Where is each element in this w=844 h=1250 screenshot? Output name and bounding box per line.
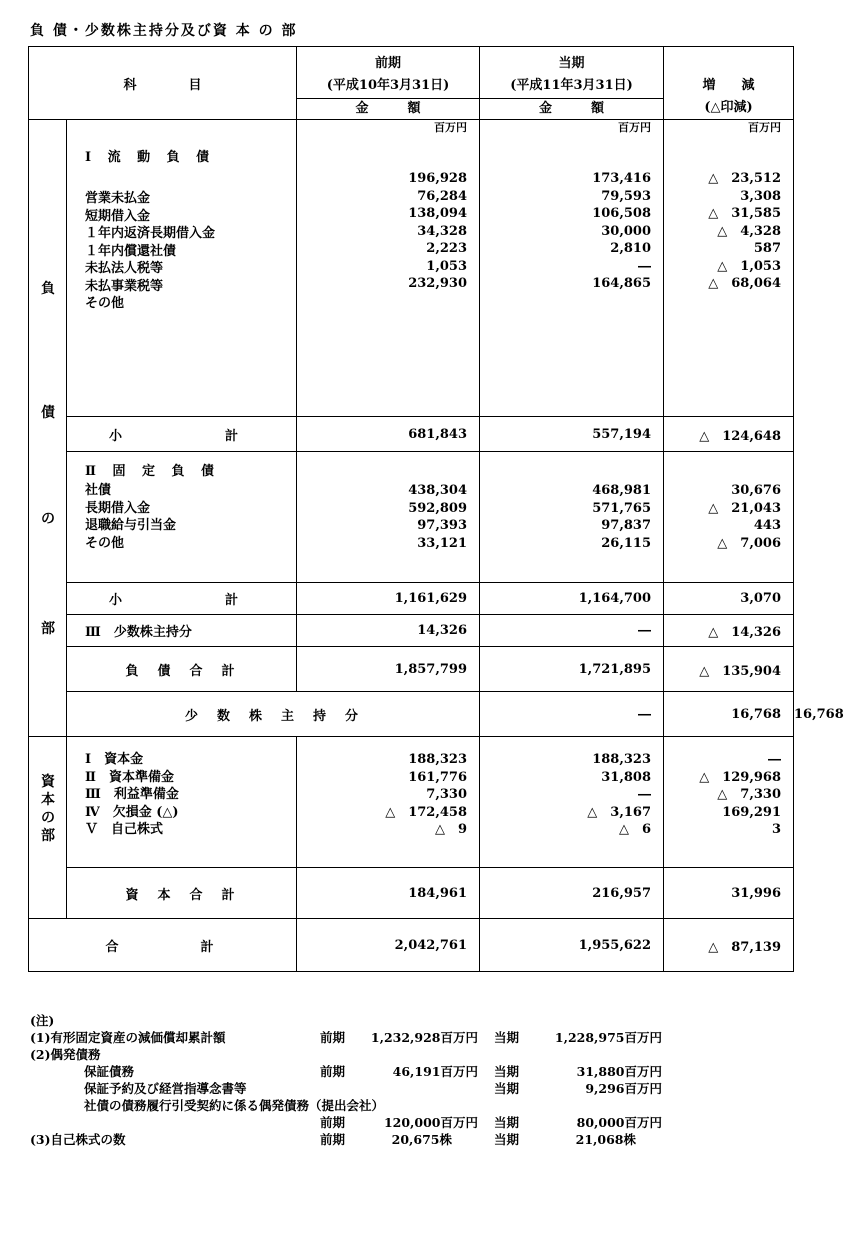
line-item-curr: 26,115 (601, 535, 652, 551)
current-liabilities-items (67, 120, 297, 417)
line-item-diff: 587 (753, 241, 782, 256)
line-item-diff: 3 (771, 822, 782, 837)
line-item-curr: ― (638, 787, 652, 802)
note-label: 社債の債務履行引受契約に係る偶発債務（提出会社） (84, 1098, 385, 1113)
note-curr-value: 31,880百万円 (576, 1064, 662, 1079)
line-item-curr: 31,808 (601, 769, 652, 785)
minority-interest-row: 少 数 株 主 持 分 ― 16,768 16,768 (29, 692, 794, 737)
line-item-curr: 79,593 (601, 188, 652, 204)
liabilities-total-prev: 1,857,799 (297, 647, 480, 692)
current-liabilities-heading: Ⅰ 流 動 負 債 (85, 150, 216, 165)
line-item-name: 退職給与引当金 (85, 518, 177, 533)
line-item-diff: △ 7,330 (717, 787, 782, 802)
line-item-name: 未払法人税等 (85, 261, 164, 276)
line-item-curr: 173,416 (592, 171, 652, 186)
line-item-name: 短期借入金 (85, 208, 151, 224)
notes-heading: (注) (30, 1013, 55, 1028)
note-curr-value: 80,000百万円 (576, 1115, 662, 1130)
fixed-subtotal-prev: 1,161,629 (297, 583, 480, 615)
prev-date-label: (平成10年3月31日) (326, 78, 450, 93)
line-item-name: 営業未払金 (85, 191, 151, 206)
page-title: 負 債・少数株主持分及び資 本 の 部 (30, 23, 298, 39)
line-item-name: 社債 (85, 483, 112, 498)
note-2b (30, 1080, 662, 1097)
note-1 (30, 1029, 662, 1046)
prev-header (297, 47, 480, 99)
curr-period-label: 当期 (558, 56, 585, 71)
liabilities-total-curr: 1,721,895 (480, 647, 664, 692)
fixed-diff-col (664, 452, 794, 583)
line-item-diff: 443 (753, 518, 782, 533)
equity-total-diff: 31,996 (664, 868, 794, 919)
change-note: (△印減) (704, 100, 753, 115)
change-label: 増 減 (702, 78, 755, 93)
line-item-curr: 164,865 (592, 276, 652, 291)
line-item-prev: 97,393 (417, 518, 468, 533)
line-item-curr: 188,323 (592, 752, 652, 767)
note-curr-value: 1,228,975百万円 (554, 1030, 662, 1045)
note-prev-value: 120,000百万円 (383, 1115, 478, 1130)
note-prev-label: 前期 (320, 1132, 346, 1147)
line-item-name: Ⅰ 資本金 (85, 752, 144, 767)
side-char: の (41, 511, 55, 527)
line-item-prev: 34,328 (417, 223, 468, 239)
balance-sheet-table (28, 46, 844, 972)
line-item-diff: 3,308 (740, 188, 782, 204)
curr-date-label: (平成11年3月31日) (510, 78, 633, 93)
fixed-prev-col (297, 452, 480, 583)
line-item-curr: ― (638, 258, 652, 274)
curr-header (480, 47, 664, 99)
line-item-diff: △ 23,512 (708, 171, 782, 186)
line-item-name: １年内償還社債 (85, 243, 177, 259)
line-item-prev: 188,323 (408, 752, 468, 767)
line-item-curr: 571,765 (592, 500, 652, 516)
note-3 (30, 1131, 636, 1148)
line-item-name: Ⅱ 資本準備金 (85, 769, 174, 785)
line-item-name: その他 (85, 296, 125, 311)
line-item-prev: 592,809 (408, 500, 468, 516)
note-2 (30, 1046, 101, 1063)
current-diff-col (664, 120, 794, 417)
line-item-name: １年内返済長期借入金 (85, 226, 216, 241)
note-curr-value: 9,296百万円 (585, 1081, 662, 1096)
line-item-curr: 468,981 (592, 483, 652, 498)
line-item-curr: 97,837 (601, 518, 652, 533)
note-curr-label: 当期 (494, 1132, 520, 1147)
fixed-subtotal-diff: 3,070 (664, 583, 794, 615)
note-prev-label: 前期 (320, 1064, 346, 1079)
side-char: 資 (41, 774, 55, 790)
note-label: 保証予約及び経営指導念書等 (84, 1081, 247, 1096)
note-curr-value: 21,068株 (575, 1132, 636, 1147)
note-2c (30, 1097, 385, 1114)
equity-total-row (29, 868, 794, 919)
subject-header: 科 目 (29, 47, 297, 120)
equity-total-curr: 216,957 (480, 868, 664, 919)
current-subtotal-diff: △ 124,648 (664, 417, 794, 452)
equity-side-label (29, 737, 67, 919)
side-char: 本 (41, 792, 55, 808)
line-item-prev: 33,121 (417, 535, 468, 551)
line-item-name: 長期借入金 (85, 500, 151, 516)
line-item-diff: ― (768, 752, 782, 767)
side-char: 債 (41, 405, 55, 421)
minority-interest-prev: ― (480, 692, 664, 737)
line-item-prev: 76,284 (417, 188, 468, 204)
line-item-diff: △ 1,053 (717, 258, 782, 274)
fixed-subtotal-curr: 1,164,700 (480, 583, 664, 615)
line-item-prev: △ 172,458 (385, 804, 468, 820)
note-label: (1)有形固定資産の減価償却累計額 (30, 1030, 226, 1045)
notes (30, 1012, 662, 1148)
equity-total-label: 資 本 合 計 (67, 868, 297, 919)
note-prev-value: 46,191百万円 (392, 1064, 478, 1079)
liabilities-total-diff: △ 135,904 (664, 647, 794, 692)
curr-amount-header: 金 額 (480, 99, 664, 120)
current-prev-col (297, 120, 480, 417)
current-curr-col (480, 120, 664, 417)
unit-label: 百万円 (618, 121, 652, 134)
grand-total-curr: 1,955,622 (480, 919, 664, 972)
line-item-curr: △ 3,167 (587, 804, 652, 820)
minority-interest-curr: 16,768 (664, 692, 794, 737)
side-char: 部 (41, 621, 55, 637)
liabilities-total-row (29, 647, 794, 692)
note-label: 保証債務 (84, 1064, 135, 1079)
line-item-name: Ⅳ 欠損金 (△) (85, 804, 179, 820)
fixed-liabilities-heading: Ⅱ 固 定 負 債 (85, 464, 221, 479)
line-item-prev: 1,053 (426, 258, 468, 274)
liabilities-side-label (29, 120, 67, 737)
equity-prev-col (297, 737, 480, 868)
note-prev-label: 前期 (320, 1115, 346, 1130)
line-item-diff: △ 7,006 (717, 535, 782, 551)
prev-period-label: 前期 (375, 56, 402, 71)
note-prev-value: 20,675株 (391, 1132, 452, 1147)
current-subtotal-label: 小 計 (67, 417, 297, 452)
line-item-name: その他 (85, 535, 125, 551)
current-liabilities-row (29, 120, 794, 417)
fixed-subtotal-label: 小 計 (67, 583, 297, 615)
line-item-prev: 7,330 (426, 787, 468, 802)
current-subtotal-row (29, 417, 794, 452)
equity-diff-col (664, 737, 794, 868)
line-item-name: 未払事業税等 (85, 278, 164, 294)
fixed-subtotal-row (29, 583, 794, 615)
line-item-diff: △ 68,064 (708, 276, 782, 291)
equity-row (29, 737, 794, 868)
note-2a (30, 1063, 662, 1080)
line-item-curr: △ 6 (618, 822, 652, 837)
current-subtotal-prev: 681,843 (297, 417, 480, 452)
minority-in-liabilities-label: Ⅲ 少数株主持分 (67, 615, 297, 647)
line-item-curr: 106,508 (592, 206, 652, 221)
line-item-diff: △ 4,328 (717, 223, 782, 239)
line-item-diff: 30,676 (731, 483, 782, 498)
note-curr-label: 当期 (494, 1064, 520, 1079)
line-item-curr: 30,000 (601, 223, 652, 239)
change-header (664, 47, 794, 120)
grand-total-prev: 2,042,761 (297, 919, 480, 972)
note-2d (30, 1114, 662, 1131)
grand-total-label: 合 計 (29, 919, 297, 972)
side-char: の (41, 810, 55, 826)
note-curr-label: 当期 (494, 1030, 520, 1045)
note-label: (2)偶発債務 (30, 1047, 101, 1062)
unit-label: 百万円 (434, 121, 468, 134)
side-char: 部 (41, 828, 55, 844)
header-row (29, 47, 794, 99)
side-char: 負 (41, 281, 55, 297)
liabilities-total-label: 負 債 合 計 (67, 647, 297, 692)
grand-total-diff: △ 87,139 (664, 919, 794, 972)
note-curr-label: 当期 (494, 1115, 520, 1130)
note-prev-value: 1,232,928百万円 (370, 1030, 478, 1045)
minority-in-liabilities-curr: ― (480, 615, 664, 647)
equity-curr-col (480, 737, 664, 868)
line-item-diff: 169,291 (722, 804, 782, 820)
line-item-diff: △ 129,968 (699, 769, 782, 785)
equity-total-prev: 184,961 (297, 868, 480, 919)
line-item-prev: 161,776 (408, 769, 468, 785)
line-item-diff: △ 31,585 (708, 206, 782, 221)
note-curr-label: 当期 (494, 1081, 520, 1096)
line-item-name: Ⅲ 利益準備金 (85, 787, 179, 802)
equity-items (67, 737, 297, 868)
fixed-curr-col (480, 452, 664, 583)
line-item-prev: 232,930 (408, 276, 468, 291)
line-item-prev: 438,304 (408, 483, 468, 498)
prev-amount-header: 金 額 (297, 99, 480, 120)
minority-interest-label: 少 数 株 主 持 分 (67, 692, 480, 737)
grand-total-row (29, 919, 794, 972)
minority-in-liabilities-diff: △ 14,326 (664, 615, 794, 647)
fixed-liabilities-items (67, 452, 297, 583)
line-item-prev: △ 9 (434, 822, 468, 837)
line-item-prev: 196,928 (408, 171, 468, 186)
unit-label: 百万円 (748, 121, 782, 134)
minority-in-liabilities-prev: 14,326 (297, 615, 480, 647)
current-subtotal-curr: 557,194 (480, 417, 664, 452)
line-item-prev: 138,094 (408, 206, 468, 221)
line-item-prev: 2,223 (426, 241, 468, 256)
note-label: (3)自己株式の数 (30, 1132, 126, 1147)
note-prev-label: 前期 (320, 1030, 346, 1045)
line-item-diff: △ 21,043 (708, 500, 782, 516)
fixed-liabilities-row (29, 452, 794, 583)
line-item-curr: 2,810 (610, 241, 652, 256)
minority-in-liabilities-row (29, 615, 794, 647)
line-item-name: Ｖ 自己株式 (85, 822, 164, 837)
